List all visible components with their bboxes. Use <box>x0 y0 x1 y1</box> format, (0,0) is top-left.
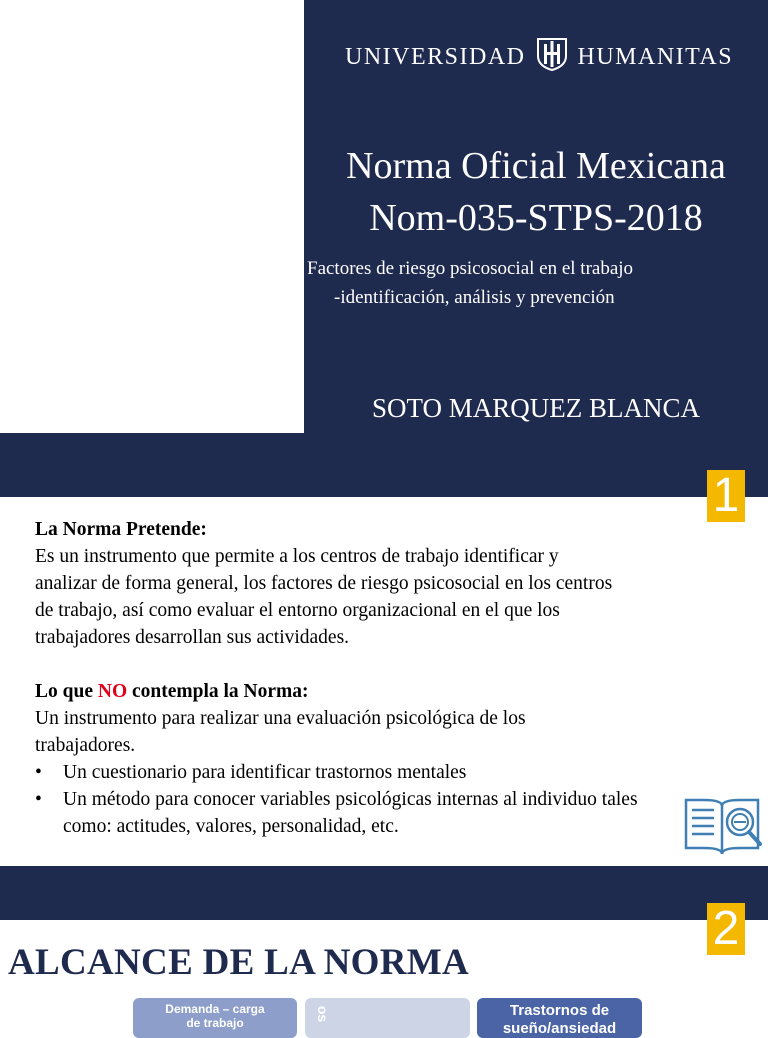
subtitle-line-2: -identificación, análisis y prevención <box>334 287 615 308</box>
box-middle-fragment: os <box>315 1005 332 1023</box>
box-trast-line-2: sueño/ansiedad <box>502 1020 617 1037</box>
bullet-dot: • <box>35 762 42 783</box>
exclusions-heading-pre: Lo que <box>35 681 98 702</box>
author-name: SOTO MARQUEZ BLANCA <box>371 393 701 423</box>
slide-number-1: 1 <box>707 470 745 522</box>
section-heading-purpose: La Norma Pretende: <box>35 519 207 540</box>
subtitle-line-1: Factores de riesgo psicosocial en el trabajo <box>307 258 634 279</box>
bullet-text: Un cuestionario para identificar trastornos mentales <box>63 762 467 783</box>
title-line-1: Norma Oficial Mexicana <box>346 145 726 187</box>
exclusions-heading-highlight: NO <box>97 681 128 702</box>
logo-left-text: UNIVERSIDAD <box>345 43 526 70</box>
bullet-dot: • <box>35 789 42 810</box>
purpose-line-4: trabajadores desarrollan sus actividades. <box>35 627 350 648</box>
exclusion-line-2: trabajadores. <box>35 735 136 756</box>
logo-right-text: HUMANITAS <box>577 43 734 70</box>
purpose-line-2: analizar de forma general, los factores de riesgo psicosocial en los centros <box>35 573 613 594</box>
cover-strip <box>0 433 768 497</box>
box-demand-workload <box>133 998 297 1038</box>
bullet-text: Un método para conocer variables psicológicas internas al individuo tales como: actitudes, valores, personalidad, etc. <box>63 789 638 837</box>
exclusion-line-1: Un instrumento para realizar una evaluación psicológica de los <box>35 708 526 729</box>
document-search-icon <box>684 796 764 863</box>
exclusions-heading-post: contempla la Norma: <box>127 681 309 702</box>
purpose-line-1: Es un instrumento que permite a los centros de trabajo identificar y <box>35 546 559 567</box>
title-line-2: Nom-035-STPS-2018 <box>369 197 703 239</box>
purpose-line-3: de trabajo, así como evaluar el entorno organizacional en el que los <box>35 600 560 621</box>
university-logo <box>345 38 740 76</box>
box-trast-line-1: Trastornos de <box>509 1002 610 1019</box>
section-heading-exclusions <box>35 678 655 705</box>
university-crest-icon <box>534 36 570 79</box>
box-demand-line-2: de trabajo <box>186 1016 244 1030</box>
slide-number-2: 2 <box>707 903 745 955</box>
slide-separator-strip <box>0 866 768 920</box>
box-demand-line-1: Demanda – carga <box>165 1002 265 1016</box>
box-middle <box>305 998 470 1038</box>
box-sleep-anxiety-disorders <box>477 998 642 1038</box>
scope-title: ALCANCE DE LA NORMA <box>8 942 470 983</box>
